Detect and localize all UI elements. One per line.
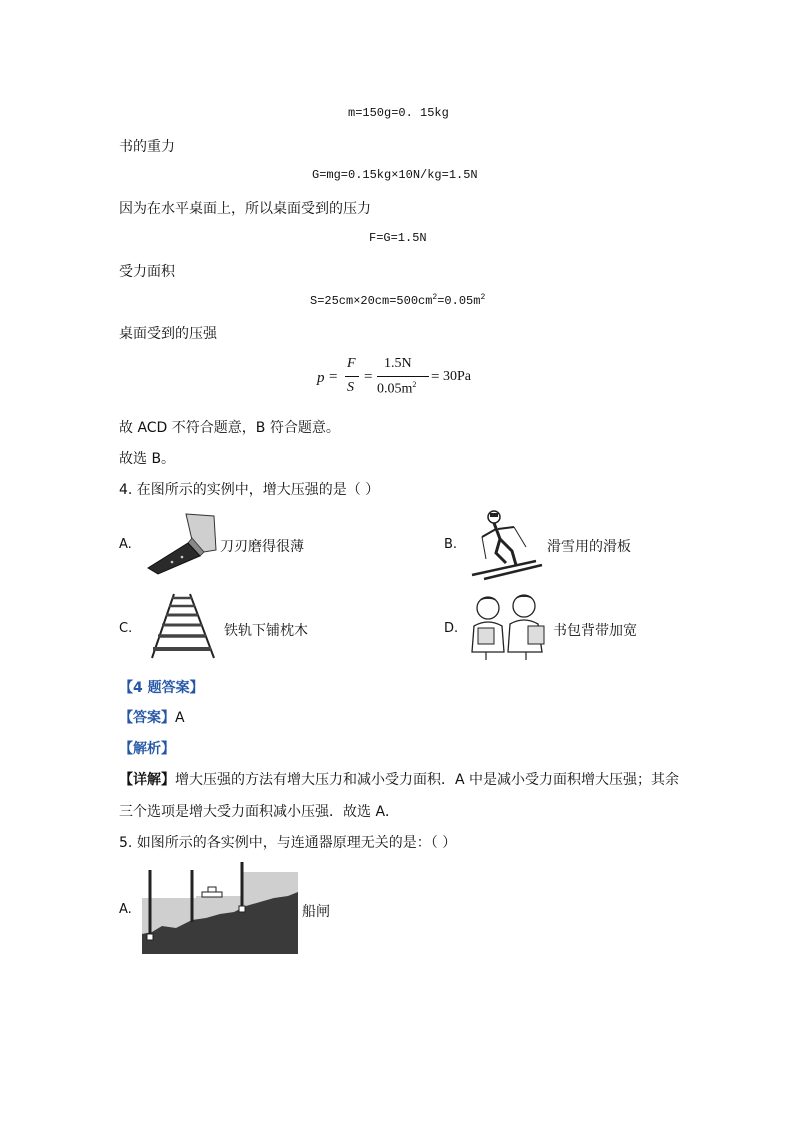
skier-icon	[466, 507, 546, 581]
area-label: 受力面积	[119, 264, 175, 280]
formula-numerator: 1.5N	[384, 356, 412, 371]
formula-eq1: =	[329, 369, 338, 385]
question4-stem: 4. 在图所示的实例中，增大压强的是（ ）	[119, 482, 380, 498]
q5-option-a-text: 船闸	[302, 904, 330, 920]
formula-den-text: 0.05m	[377, 381, 413, 397]
area-eq-mid: =0.05m	[437, 294, 481, 308]
formula-S: S	[347, 380, 354, 395]
force-equation: F=G=1.5N	[369, 231, 427, 245]
pressure-label: 桌面受到的压强	[119, 326, 217, 342]
detail-text-1: 增大压强的方法有增大压力和减小受力面积．A 中是减小受力面积增大压强；其余	[175, 772, 680, 788]
q4-option-a-text: 刀刃磨得很薄	[220, 539, 304, 555]
area-eq-main: S=25cm×20cm=500cm	[310, 294, 433, 308]
fraction-bar-2	[377, 376, 429, 377]
detail-tag: 【详解】	[119, 772, 175, 788]
q4-option-c-letter: C.	[119, 621, 133, 636]
detail-line-1	[119, 769, 679, 789]
cleaver-knife-icon	[142, 510, 220, 578]
pressure-formula	[317, 356, 497, 400]
area-eq-sup1: 2	[432, 293, 438, 302]
conclusion-line: 故 ACD 不符合题意，B 符合题意。	[119, 420, 340, 436]
students-backpack-icon	[466, 590, 550, 662]
reason-line: 因为在水平桌面上，所以桌面受到的压力	[119, 201, 371, 217]
q4-option-b-letter: B.	[444, 537, 458, 552]
analysis-tag: 【解析】	[119, 741, 175, 757]
book-weight-label: 书的重力	[119, 139, 175, 155]
q4-option-d-text: 书包背带加宽	[553, 623, 637, 639]
answer-tag: 【答案】	[119, 710, 175, 726]
formula-eq2: =	[364, 369, 373, 385]
fraction-bar-1	[345, 376, 359, 377]
mass-equation: m=150g=0. 15kg	[348, 106, 449, 120]
choose-line: 故选 B。	[119, 451, 176, 467]
formula-F: F	[347, 356, 356, 371]
answer-line	[119, 707, 185, 727]
area-eq-sup2: 2	[480, 293, 486, 302]
question5-stem: 5. 如图所示的各实例中，与连通器原理无关的是：（ ）	[119, 835, 457, 851]
formula-eq3: =	[431, 369, 440, 385]
railway-track-icon	[144, 592, 222, 660]
ship-lock-icon	[142, 862, 298, 954]
answer-header: 【4 题答案】	[119, 680, 204, 696]
q4-option-a-letter: A.	[119, 537, 132, 552]
formula-den-sup: 2	[412, 380, 417, 389]
formula-p: p	[317, 370, 325, 386]
gravity-equation: G=mg=0.15kg×10N/kg=1.5N	[312, 168, 478, 182]
q4-option-b-text: 滑雪用的滑板	[547, 539, 631, 555]
area-equation	[310, 293, 485, 308]
answer-value: A	[175, 710, 185, 726]
q4-option-d-letter: D.	[444, 621, 459, 636]
q5-option-a-letter: A.	[119, 902, 132, 917]
formula-result: 30Pa	[443, 369, 471, 384]
formula-denominator	[377, 380, 416, 398]
q4-option-c-text: 铁轨下铺枕木	[224, 623, 308, 639]
detail-line-2: 三个选项是增大受力面积减小压强．故选 A．	[119, 804, 400, 820]
